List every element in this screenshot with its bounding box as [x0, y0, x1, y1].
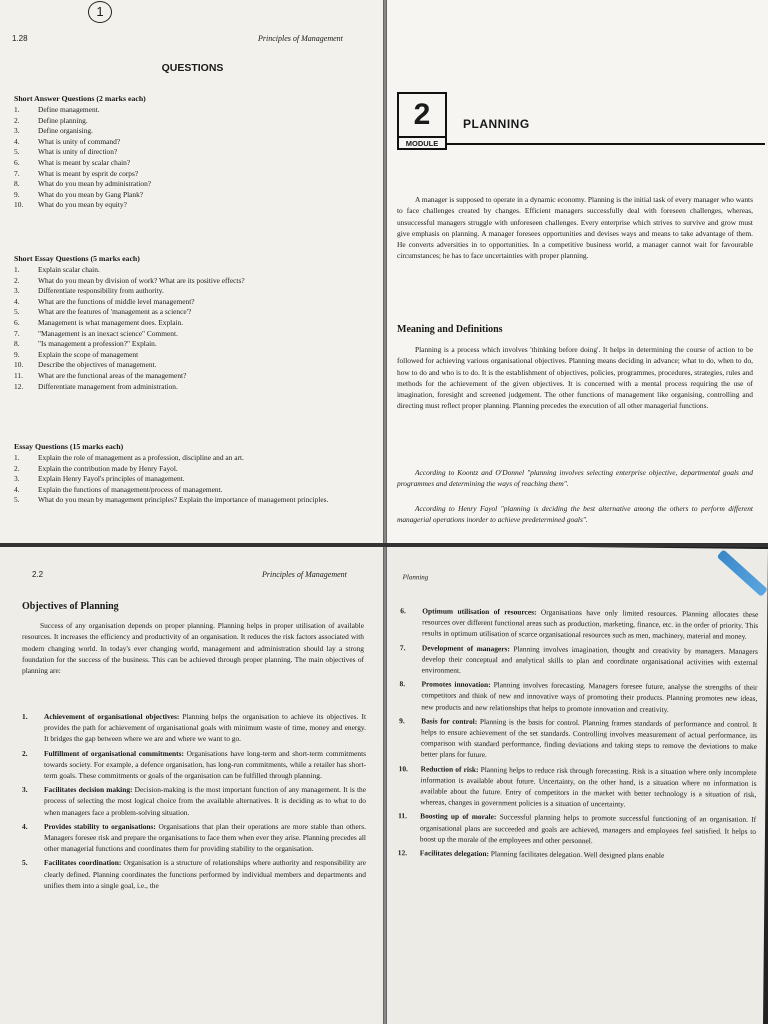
objective-text: Planning involves forecasting. Managers foresee future, analyse the strengths of their competitors and think of new and innovative ways of promoting their products. Planning promotes new ideas, new products and new relationships that helps to promote innovation and creativity.	[421, 680, 758, 714]
objective-number: 3.	[22, 785, 28, 795]
question-item	[14, 190, 382, 201]
objective-number: 4.	[22, 821, 28, 831]
question-number: 10.	[14, 360, 24, 370]
question-item	[14, 137, 382, 148]
objective-item	[398, 811, 756, 848]
question-text: Define organising.	[38, 126, 93, 136]
question-text: Explain the role of management as a profession, discipline and an art.	[38, 453, 244, 462]
question-text: Define management.	[38, 105, 100, 114]
objective-title: Development of managers:	[421, 643, 510, 653]
objective-number: 1.	[22, 712, 28, 721]
question-item	[14, 329, 382, 340]
question-text: What is meant by esprit de corps?	[38, 168, 139, 178]
question-number: 4.	[14, 484, 20, 494]
question-number: 5.	[14, 147, 20, 157]
objective-text: Organisations have only limited resources. Planning allocates these resources over different functional areas such as production, marketing, finance, etc. in the order of priority. This results in optimum utilisation of scarce organisational resources such as men, machinery, material and money.	[422, 607, 759, 642]
objective-text: Organisations have long-term and short-term commitments towards society. For example, a defence organisation, has long-run commitments, while a retailer has short-term goals. These commitments or goals of the organisation can be fulfilled through planning.	[44, 748, 366, 781]
question-item	[14, 453, 382, 464]
question-text: What is unity of direction?	[38, 147, 118, 157]
question-number: 2.	[14, 463, 20, 473]
question-text: What are the features of 'management as a science'?	[38, 307, 192, 317]
page-number: 1.28	[12, 34, 28, 43]
objective-body	[422, 605, 758, 642]
objective-number: 6.	[400, 606, 406, 616]
objective-title: Provides stability to organisations:	[44, 821, 156, 831]
definition-paragraph: Planning is a process which involves 'thinking before doing'. It helps in determining the course of action to be followed for achieving various organisational objectives. Planning means deciding in advance; what to do, when to do, how to do and who is to do. It is the establishment of objectives, policies, programmes, procedures, strategies, rules and methods for the achievement of the given objectives. It is concerned with a mental process requiring the use of imagination, foresight and screened judgement. The other functions of management like organising, controlling and directing must reflect proper planning. Planning precedes the execution of all other managerial functions.	[397, 345, 753, 411]
objective-text: Decision-making is the most important function of any management. It is the process of selecting the most logical choice from the available alternatives. It is deciding as to what to do when managers face a problem-solving situation.	[44, 785, 366, 817]
question-text: What do you mean by Gang Plank?	[38, 189, 144, 199]
objective-number: 8.	[399, 679, 406, 689]
question-item	[14, 116, 382, 127]
subheading: Meaning and Definitions	[397, 324, 503, 335]
objective-title: Boosting up of morale:	[420, 811, 497, 822]
question-number: 2.	[14, 275, 20, 285]
objectives-list-continued	[398, 605, 759, 865]
question-text: What do you mean by management principles? Explain the importance of management principles.	[38, 495, 329, 505]
question-item	[14, 360, 382, 371]
question-text: Explain the scope of management	[38, 349, 139, 359]
question-number: 2.	[14, 115, 20, 125]
objective-body	[44, 748, 366, 782]
question-number: 3.	[14, 286, 20, 296]
objective-body	[44, 711, 366, 745]
objective-text: Successful planning helps to promote successful functioning of an organisation. If organisational plans are succeeded and goals are achieved, managers and employees feel satisfied. It helps to boost up the morale of the employees and other personnel.	[419, 812, 757, 846]
handwritten-page-marker: 1	[88, 1, 112, 23]
objective-text: Organisations that plan their operations are more stable than others. Managers foresee risk and prepare the organisations to face them when ever they arise. Planning precedes all other managerial functions and coordinates them for providing stability to the organisation.	[44, 821, 366, 854]
objective-number: 7.	[399, 642, 406, 652]
question-text: Differentiate responsibility from authority.	[38, 286, 164, 296]
question-number: 8.	[14, 339, 20, 349]
objective-title: Basis for control:	[421, 716, 478, 726]
objective-text: Planning helps to reduce risk through forecasting. Risk is a situation where only incomplete information is available about future. Uncertainty, on the other hand, is a situation where no information is available about the future. Entry of competitors in the market with better technology is a situation of risk, whereas, changes in government policies is a situation of uncertainty.	[420, 764, 757, 809]
short-essay-section	[14, 254, 382, 392]
question-text: Explain Henry Fayol's principles of management.	[38, 474, 185, 484]
objective-title: Promotes innovation:	[421, 679, 491, 690]
objective-title: Facilitates coordination:	[44, 858, 122, 868]
question-item	[14, 350, 382, 361]
objective-item	[22, 821, 366, 855]
question-text: Describe the objectives of management.	[38, 360, 157, 370]
question-text: What are the functions of middle level management?	[38, 296, 195, 306]
running-title: Principles of Management	[262, 570, 347, 579]
page-questions	[0, 0, 385, 545]
question-text: Management is what management does. Explain.	[38, 317, 184, 327]
short-answer-section	[14, 94, 382, 211]
questions-heading: QUESTIONS	[161, 62, 224, 74]
essay-section	[14, 442, 382, 506]
section-title: Short Essay Questions (5 marks each)	[14, 254, 140, 263]
page-number: 2.2	[32, 570, 44, 579]
objective-title: Fulfillment of organisational commitments:	[44, 748, 184, 758]
objective-item	[400, 642, 758, 679]
question-text: What do you mean by equity?	[38, 200, 127, 210]
question-number: 6.	[14, 317, 20, 327]
question-number: 9.	[14, 349, 20, 359]
question-text: What do you mean by administration?	[38, 179, 152, 189]
objectives-intro: Success of any organisation depends on proper planning. Planning helps in proper utilisation of available resources. It increases the efficiency and productivity of an organisation. It reduces the risk factors associated with modern changing world. In today's ever changing world, management and administration should lay a strong foundation for the success of the business. This can be achieved through proper planning. The main objectives of planning are:	[22, 621, 364, 676]
question-item	[14, 382, 382, 393]
module-badge	[397, 92, 447, 150]
objective-body	[420, 763, 756, 811]
koontz-quote: According to Koontz and O'Donnel "planning involves selecting enterprise objective, departmental goals and programmes and determining the ways of reaching them".	[397, 468, 753, 489]
question-text: What is meant by scalar chain?	[38, 157, 131, 167]
objective-item	[22, 711, 366, 745]
objective-item	[22, 857, 366, 891]
question-item	[14, 464, 382, 475]
objective-body	[421, 715, 757, 763]
question-text: What do you mean by division of work? What are its positive effects?	[38, 275, 245, 285]
question-number: 8.	[14, 179, 20, 189]
question-item	[14, 169, 382, 180]
objective-item	[22, 784, 366, 818]
question-item	[14, 318, 382, 329]
question-text: Explain scalar chain.	[38, 265, 100, 274]
objective-text: Planning facilitates delegation. Well designed plans enable	[488, 849, 665, 861]
question-item	[14, 158, 382, 169]
page-objectives	[0, 545, 385, 1024]
objective-body	[44, 821, 366, 855]
objectives-heading: Objectives of Planning	[22, 601, 119, 612]
question-item	[14, 307, 382, 318]
objective-item	[398, 847, 756, 862]
question-text: What is unity of command?	[38, 136, 121, 146]
objective-title: Facilitates delegation:	[419, 848, 489, 859]
question-number: 5.	[14, 307, 20, 317]
objective-item	[22, 748, 366, 782]
objective-body	[420, 847, 756, 862]
question-number: 1.	[14, 105, 20, 114]
question-item	[14, 485, 382, 496]
objective-title: Reduction of risk:	[420, 764, 479, 774]
question-text: Explain the functions of management/process of management.	[38, 484, 223, 494]
objective-number: 2.	[22, 748, 28, 758]
question-number: 3.	[14, 474, 20, 484]
question-item	[14, 495, 382, 506]
question-text: Define planning.	[38, 115, 88, 125]
objective-title: Achievement of organisational objectives:	[44, 712, 180, 721]
question-number: 9.	[14, 189, 20, 199]
objective-body	[421, 679, 757, 716]
question-item	[14, 179, 382, 190]
section-title: Essay Questions (15 marks each)	[14, 442, 124, 451]
objective-number: 11.	[398, 811, 408, 821]
objective-body	[422, 642, 758, 679]
module-label: MODULE	[405, 139, 439, 148]
question-item	[14, 474, 382, 485]
question-number: 4.	[14, 136, 20, 146]
page-objectives-continued	[380, 545, 768, 1024]
objective-text: Planning is the basis for control. Planning frames standards of performance and control. It helps to ensure achievement of the set standards. Controlling involves measurement of actual performance, its comparison with standard performance, finding deviations and taking steps to remove the deviations to make better plans for future.	[420, 716, 758, 760]
objective-number: 9.	[399, 715, 405, 726]
question-number: 10.	[14, 200, 24, 210]
objective-item	[400, 605, 758, 642]
objectives-list	[22, 711, 366, 894]
question-text: "Management is an inexact science" Comment.	[38, 328, 178, 338]
question-number: 1.	[14, 453, 20, 462]
chapter-title: PLANNING	[463, 117, 530, 131]
page-separator	[0, 543, 768, 547]
question-item	[14, 297, 382, 308]
question-number: 6.	[14, 157, 20, 167]
intro-paragraph: A manager is supposed to operate in a dynamic economy. Planning is the initial task of every manager who wants to face challenges created by changes. Efficient managers successfully deal with foreseen challenges, whereas, unsuccessful managers struggle with unforeseen challenges. Every enterprise which strives to survive and grow must give emphasis on planning. A manager foresees opportunities and devises ways and means to take advantage of them. He converts adversities in to opportunities. In a competitive business world, a manager cannot wait for favourable circumstances; he has to face uncertainties with proper planning.	[397, 195, 753, 261]
question-item	[14, 339, 382, 350]
objective-title: Facilitates decision making:	[44, 785, 133, 795]
page-gutter	[383, 0, 387, 1024]
running-title: Principles of Management	[258, 34, 343, 43]
question-item	[14, 276, 382, 287]
question-number: 12.	[14, 381, 24, 391]
question-number: 5.	[14, 495, 20, 505]
objective-title: Optimum utilisation of resources:	[422, 606, 537, 617]
objective-number: 12.	[397, 848, 408, 858]
question-number: 11.	[14, 370, 23, 380]
question-number: 7.	[14, 328, 20, 338]
objective-item	[399, 678, 757, 715]
objective-item	[399, 715, 757, 764]
question-item	[14, 286, 382, 297]
objective-number: 10.	[398, 763, 408, 773]
objective-body	[44, 857, 366, 891]
question-item	[14, 147, 382, 158]
question-number: 1.	[14, 265, 20, 274]
question-item	[14, 200, 382, 211]
objective-number: 5.	[22, 858, 28, 868]
question-text: Explain the contribution made by Henry Fayol.	[38, 463, 178, 473]
question-number: 7.	[14, 168, 20, 178]
objective-text: Planning involves imagination, thought and creativity by managers. Managers develop their conceptual and analytical skills to plan and coordinate organisational activities with external environment.	[421, 643, 758, 675]
question-number: 4.	[14, 296, 20, 306]
question-item	[14, 265, 382, 276]
objective-text: Organisation is a structure of relationships where authority and responsibility are clearly defined. Planning coordinates the functions performed by individual members and departments and unifies them into a single goal, i.e., the	[44, 858, 366, 890]
question-item	[14, 105, 382, 116]
question-item	[14, 126, 382, 137]
objective-body	[44, 784, 366, 818]
fayol-quote: According to Henry Fayol "planning is deciding the best alternative among the others to perform different managerial operations inorder to achieve predetermined goals".	[397, 504, 753, 525]
section-title: Short Answer Questions (2 marks each)	[14, 94, 146, 103]
question-text: What are the functional areas of the management?	[38, 370, 187, 380]
title-rule	[447, 143, 765, 145]
question-text: "Is management a profession?" Explain.	[38, 339, 157, 349]
page-planning-intro	[385, 0, 768, 545]
question-number: 3.	[14, 126, 20, 136]
objective-text: Planning helps the organisation to achieve its objectives. It provides the path for achievement of organisational goals with minimum waste of time, money and energy. It bridges the gap between where we are and where we want to go.	[44, 712, 367, 744]
question-item	[14, 371, 382, 382]
objective-body	[420, 811, 756, 848]
objective-item	[398, 763, 756, 812]
running-title: Planning	[402, 573, 429, 582]
question-text: Differentiate management from administration.	[38, 381, 178, 391]
module-number: 2	[399, 94, 445, 138]
running-header	[385, 573, 768, 582]
